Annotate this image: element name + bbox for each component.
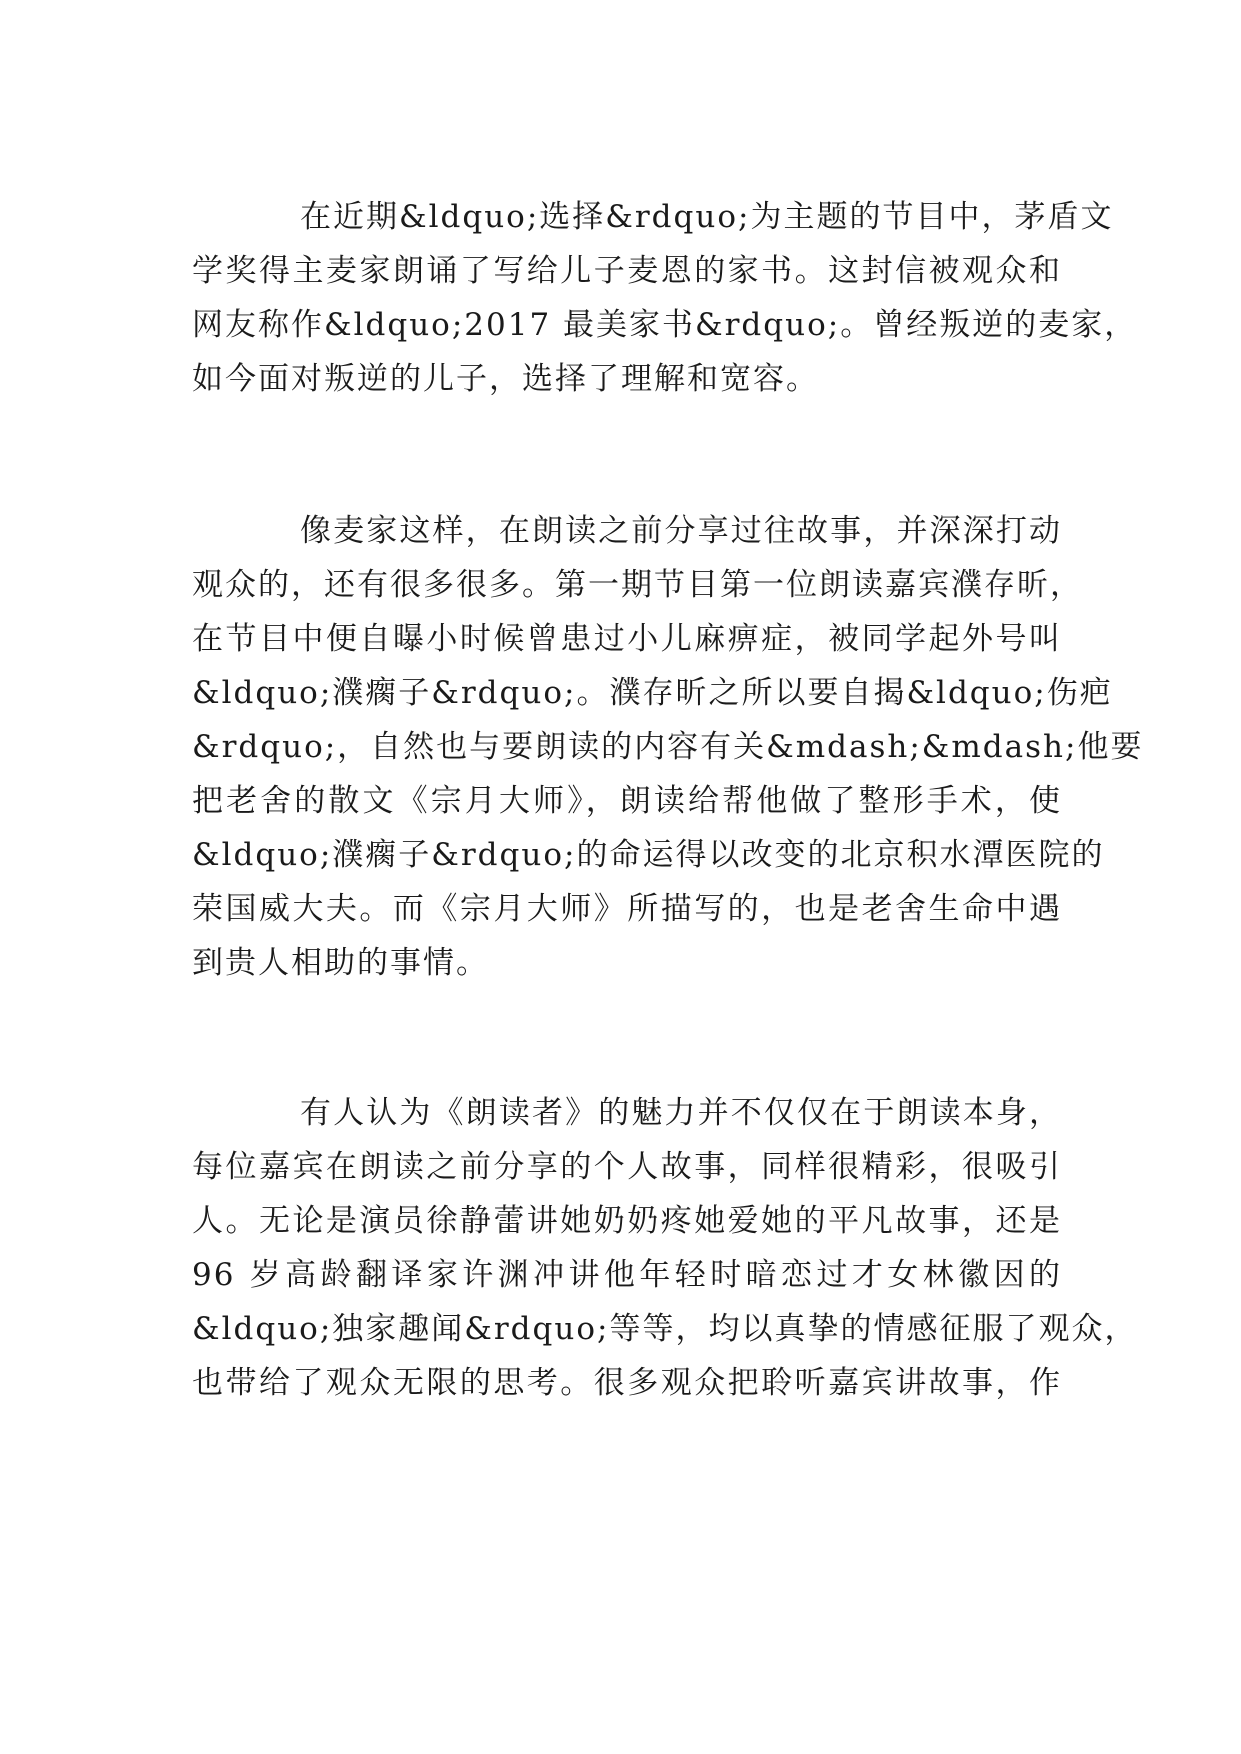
text-line: 如今面对叛逆的儿子，选择了理解和宽容。: [192, 361, 819, 397]
text-line: &ldquo;濮瘸子&rdquo;的命运得以改变的北京积水潭医院的: [192, 837, 1105, 873]
text-line: 在近期&ldquo;选择&rdquo;为主题的节目中，茅盾文: [300, 199, 1114, 235]
text-line: 学奖得主麦家朗诵了写给儿子麦恩的家书。这封信被观众和: [192, 253, 1062, 289]
text-line: 人。无论是演员徐静蕾讲她奶奶疼她爱她的平凡故事，还是: [192, 1203, 1062, 1239]
text-line: 把老舍的散文《宗月大师》，朗读给帮他做了整形手术，使: [192, 783, 1062, 819]
text-line: 观众的，还有很多很多。第一期节目第一位朗读嘉宾濮存昕，: [192, 567, 1083, 603]
text-line: 每位嘉宾在朗读之前分享的个人故事，同样很精彩，很吸引: [192, 1149, 1062, 1185]
text-line: 网友称作&ldquo;2017 最美家书&rdquo;。曾经叛逆的麦家，: [192, 307, 1138, 343]
text-line: 到贵人相助的事情。: [192, 945, 489, 981]
text-line: &rdquo;，自然也与要朗读的内容有关&mdash;&mdash;他要: [192, 729, 1144, 765]
text-line: 也带给了观众无限的思考。很多观众把聆听嘉宾讲故事，作: [192, 1365, 1062, 1401]
text-line: 像麦家这样，在朗读之前分享过往故事，并深深打动: [300, 513, 1062, 549]
text-line: 96 岁高龄翻译家许渊冲讲他年轻时暗恋过才女林徽因的: [192, 1257, 1062, 1293]
text-line: &ldquo;独家趣闻&rdquo;等等，均以真挚的情感征服了观众，: [192, 1311, 1138, 1347]
text-line: 有人认为《朗读者》的魅力并不仅仅在于朗读本身，: [300, 1095, 1062, 1131]
text-line: &ldquo;濮瘸子&rdquo;。濮存昕之所以要自揭&ldquo;伤疤: [192, 675, 1113, 711]
text-line: 荣国威大夫。而《宗月大师》所描写的，也是老舍生命中遇: [192, 891, 1062, 927]
text-line: 在节目中便自曝小时候曾患过小儿麻痹症，被同学起外号叫: [192, 621, 1062, 657]
